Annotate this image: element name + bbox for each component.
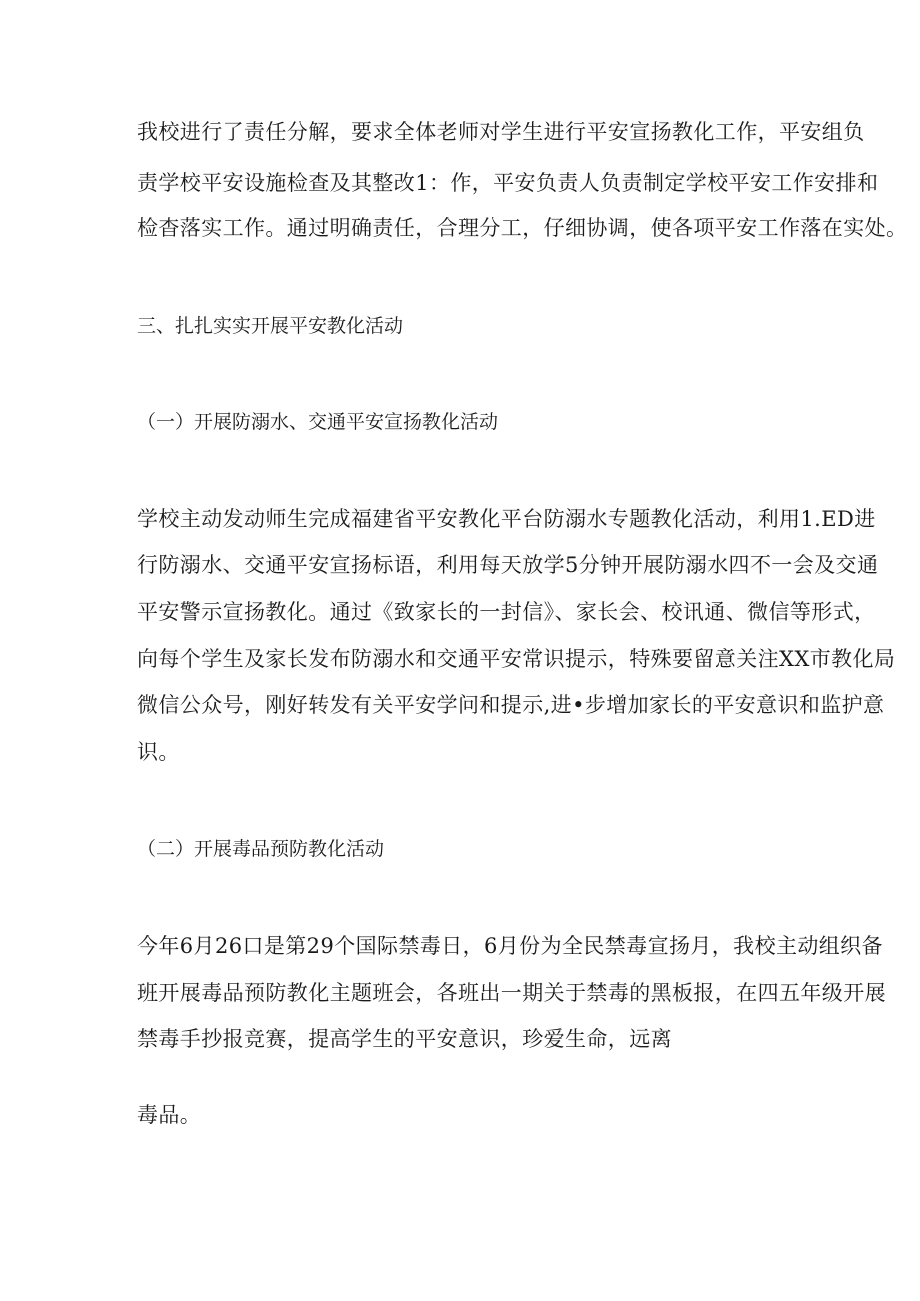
subsection-2-line-3: 禁毒手抄报竞赛，提高学生的平安意识，珍爱生命，远离 <box>137 1027 672 1051</box>
paragraph-1-line-3: 检杳落实工作。通过明确责任，合理分工，仔细协调，使各项平安工作落在实处。 <box>137 216 908 240</box>
subsection-1-line-5: 微信公众号，刚好转发有关平安学问和提示,进•步增加家长的平安意识和监护意 <box>137 693 885 717</box>
subsection-1-line-4: 向每个学生及家长发布防溺水和交通平安常识提示，特殊要留意关注XX市教化局 <box>137 647 896 671</box>
subsection-1-line-2: 行防溺水、交通平安宣扬标语，利用每天放学5分钟开展防溺水四不一会及交通 <box>137 553 879 577</box>
paragraph-1-line-2: 责学校平安设施检查及其整改1：作，平安负责人负责制定学校平安工作安排和 <box>137 171 879 195</box>
subsection-2-line-2: 班开展毒品预防教化主题班会，各班出一期关于禁毒的黑板报，在四五年级开展 <box>137 981 886 1005</box>
subsection-2-heading: （二）开展毒品预防教化活动 <box>137 838 385 860</box>
subsection-2-line-1: 今年6月26口是第29个国际禁毒日，6月份为全民禁毒宣扬月，我校主动组织备 <box>137 934 883 958</box>
subsection-1-line-1: 学校主动发动师生完成福建省平安教化平台防溺水专题教化活动，利用1.ED进 <box>137 507 876 531</box>
subsection-1-line-6: 识。 <box>137 740 180 764</box>
subsection-1-line-3: 平安警示宣扬教化。通过《致家长的一封信》、家长会、校讯通、微信等形式， <box>137 600 876 624</box>
subsection-2-trailing-line: 毒品。 <box>137 1103 202 1127</box>
paragraph-1-line-1: 我校进行了责任分解，要求全体老师对学生进行平安宣扬教化工作，平安组负 <box>137 120 865 144</box>
section-3-heading: 三、扎扎实实开展平安教化活动 <box>137 315 404 337</box>
subsection-1-heading: （一）开展防溺水、交通平安宣扬教化活动 <box>137 411 499 433</box>
